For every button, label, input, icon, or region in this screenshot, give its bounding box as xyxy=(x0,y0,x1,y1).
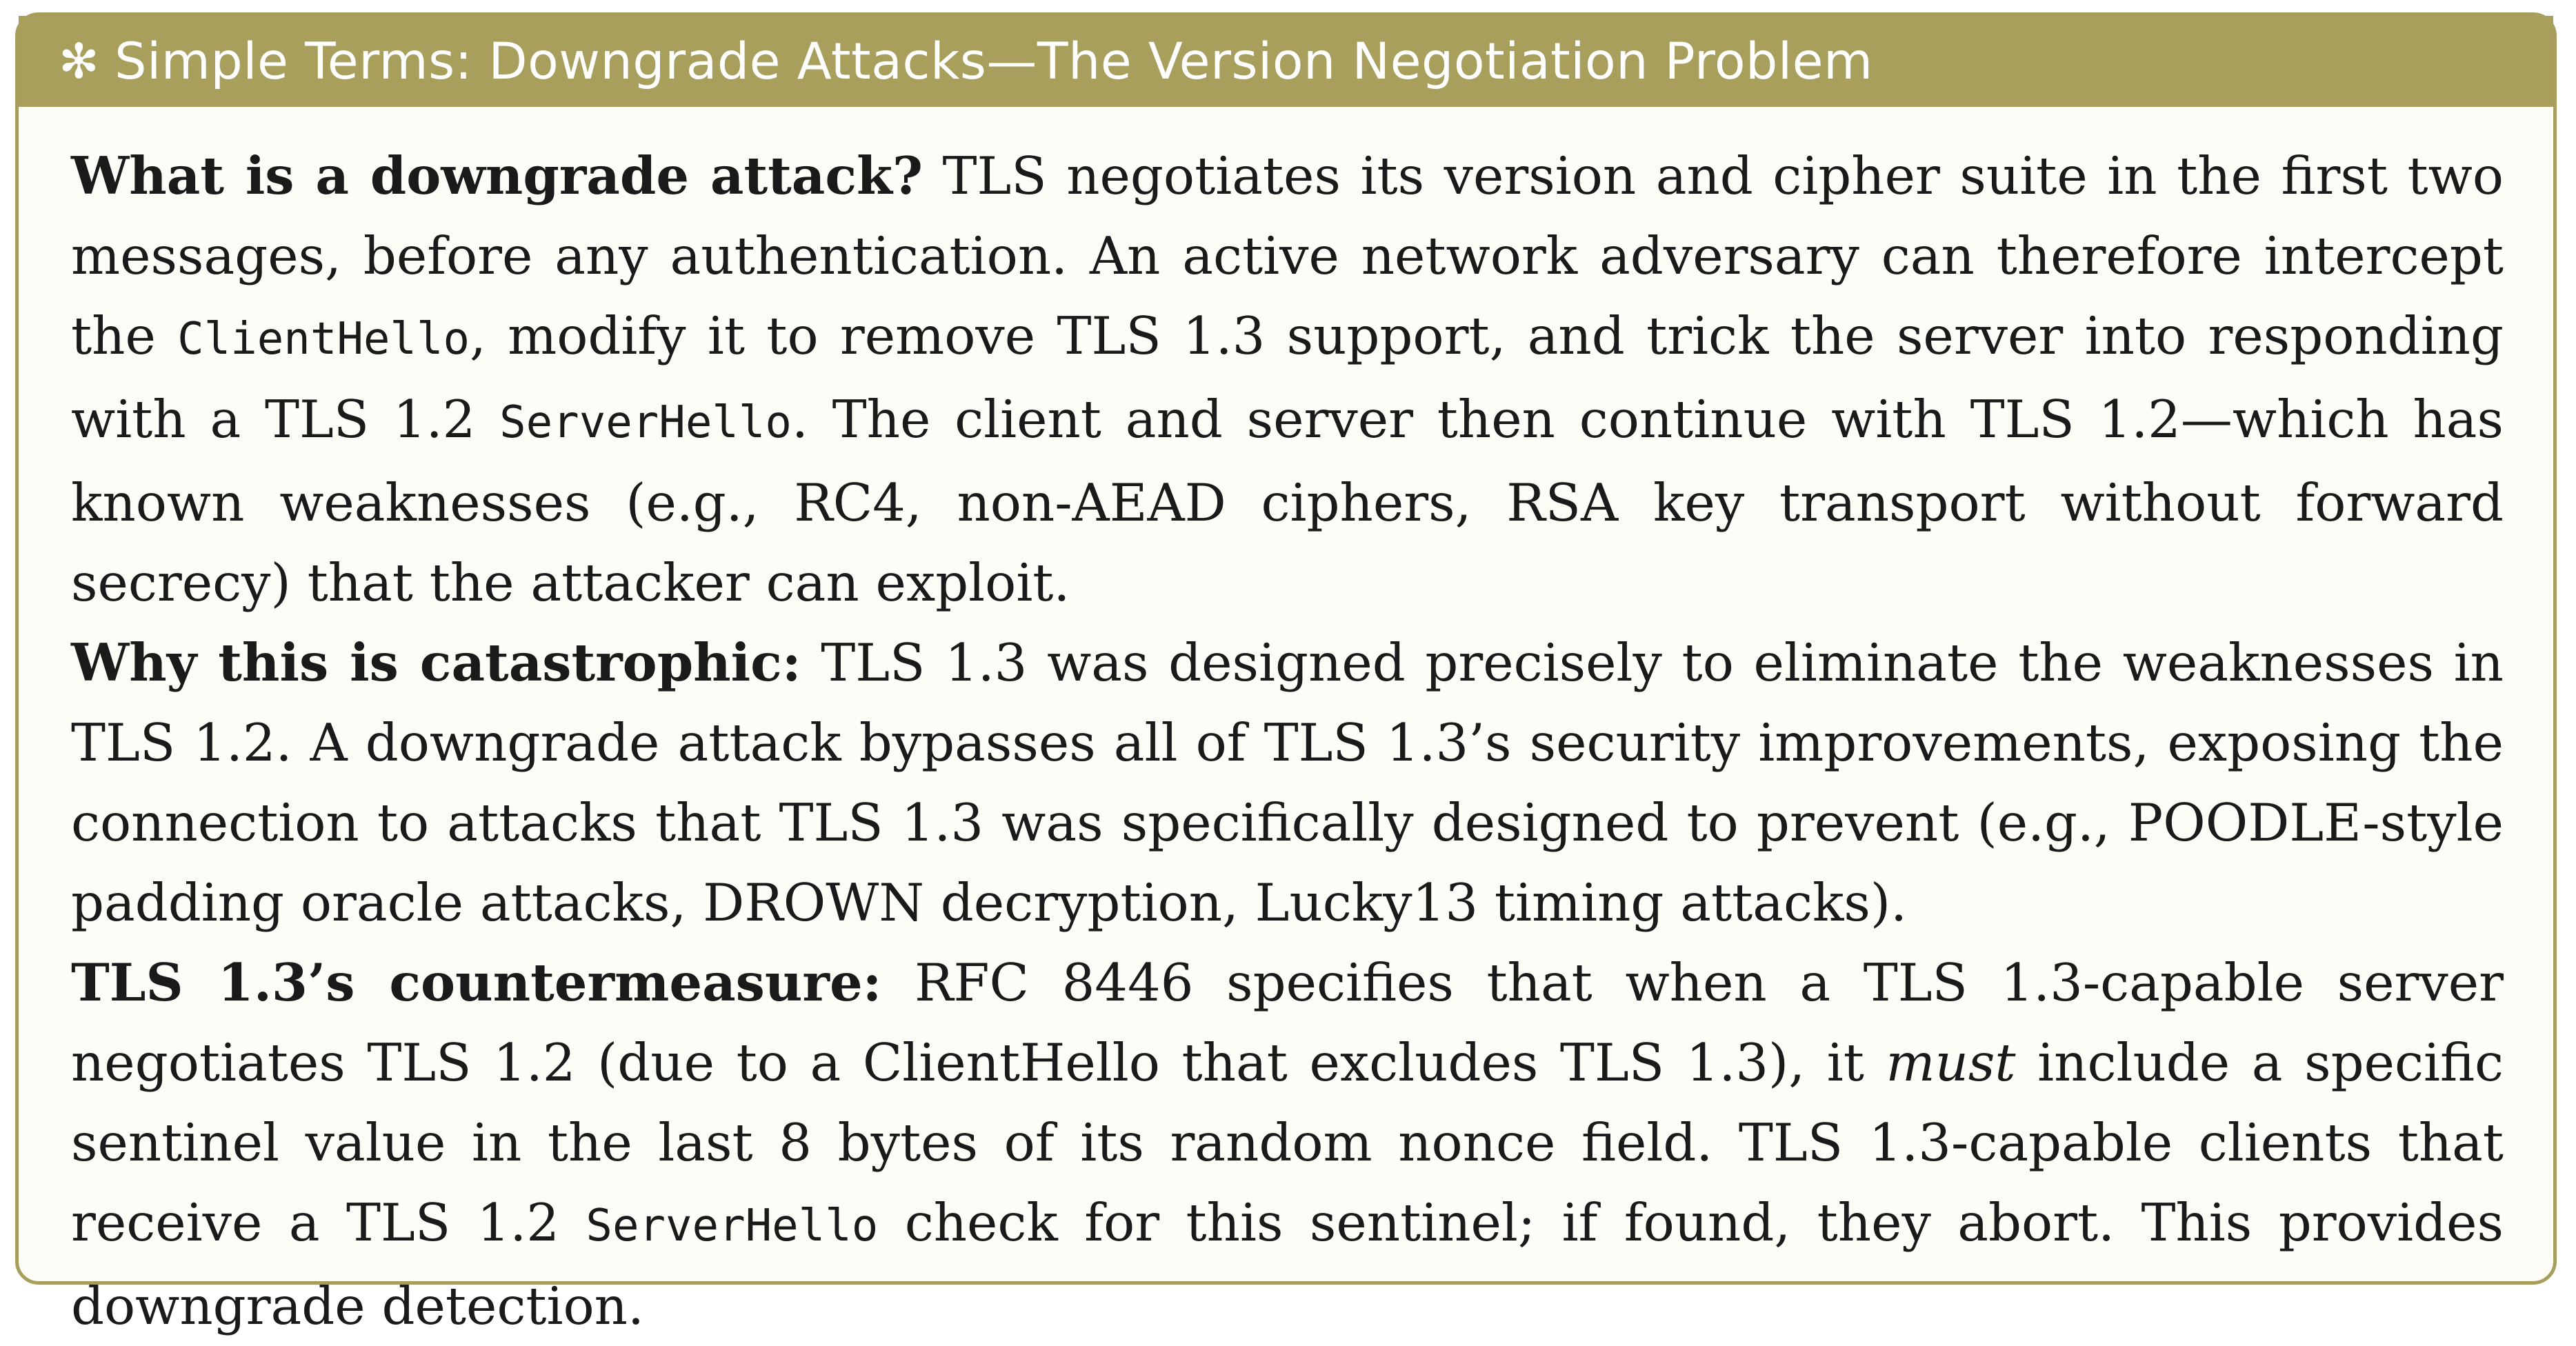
box-header xyxy=(19,16,2553,107)
box-body xyxy=(19,107,2553,1346)
paragraph-lead: TLS 1.3’s countermeasure: xyxy=(71,952,882,1013)
paragraph-why-catastrophic xyxy=(71,623,2504,943)
paragraph-downgrade-attack xyxy=(71,136,2504,623)
paragraph-text: TLS 1.3 was designed precisely to eliminate the weaknesses in TLS 1.2. A downgrade attack bypasses all of TLS 1.3’s security improvements, exposing the connection to attacks that TLS 1.3 was specifically designed to prevent (e.g., POODLE-style padding oracle attacks, DROWN decryption, Lucky13 timing attacks). xyxy=(71,632,2504,933)
paragraph-text: RFC 8446 specifies that when a TLS 1.3-capable server negotiates TLS 1.2 (due to a ClientHello that excludes TLS 1.3), it xyxy=(71,952,2504,1093)
paragraph-lead: Why this is catastrophic: xyxy=(71,632,801,693)
paragraph-text: include a specific sentinel value in the last 8 bytes of its random nonce field. TLS 1.3-capable clients that receive a TLS 1.2 xyxy=(71,1032,2504,1253)
paragraph-text: . The client and server then continue with TLS 1.2—which has known weaknesses (e.g., RC4, non-AEAD ciphers, RSA key transport without forward secrecy) that the attacker can exploit. xyxy=(71,389,2504,613)
emphasis-must: must xyxy=(1886,1032,2016,1093)
paragraph-countermeasure xyxy=(71,943,2504,1346)
code-client-hello: ClientHello xyxy=(177,314,470,365)
code-server-hello: ServerHello xyxy=(586,1201,879,1252)
paragraph-text: , modify it to remove TLS 1.3 support, and trick the server into responding with a TLS 1.2 xyxy=(71,305,2504,450)
simple-terms-box xyxy=(15,12,2557,1336)
code-server-hello: ServerHello xyxy=(499,397,792,448)
asterisk-icon: ✻ xyxy=(59,33,100,90)
box-title: Simple Terms: Downgrade Attacks—The Version Negotiation Problem xyxy=(114,32,1873,91)
paragraph-text: TLS negotiates its version and cipher suite in the first two messages, before any authentication. An active network adversary can therefore intercept the xyxy=(71,145,2504,366)
paragraph-lead: What is a downgrade attack? xyxy=(71,145,923,206)
paragraph-text: check for this sentinel; if found, they abort. This provides downgrade detection. xyxy=(71,1192,2504,1336)
